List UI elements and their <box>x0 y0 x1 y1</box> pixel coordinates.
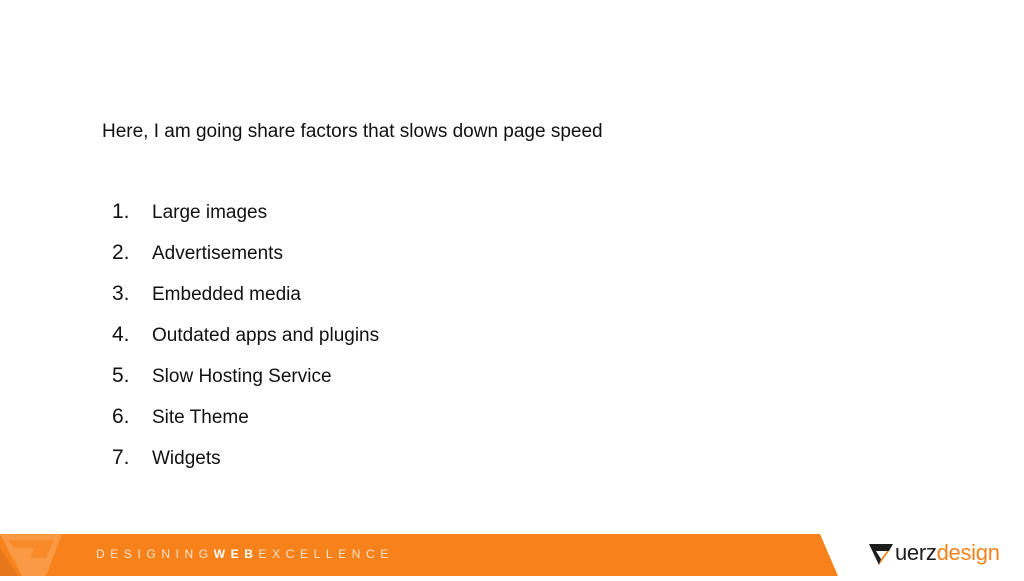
list-text: Outdated apps and plugins <box>152 325 380 346</box>
list-item <box>112 282 379 323</box>
list-number: 4. <box>112 323 130 346</box>
list-item <box>112 364 379 405</box>
list-number: 2. <box>112 241 130 264</box>
list-text: Advertisements <box>152 243 283 264</box>
list-number: 5. <box>112 364 130 387</box>
logo-text <box>895 540 1000 566</box>
intro-text: Here, I am going share factors that slows down page speed <box>102 121 603 142</box>
list-number: 1. <box>112 200 130 223</box>
logo <box>820 534 1024 576</box>
list-number: 6. <box>112 405 130 428</box>
footer-banner <box>0 534 1024 576</box>
v-chevron-mark-icon <box>0 534 70 581</box>
list-item <box>112 405 379 446</box>
tagline-part2: WEB <box>213 547 259 561</box>
list-text: Embedded media <box>152 284 301 305</box>
list-item <box>112 446 379 487</box>
list-text: Slow Hosting Service <box>152 366 332 387</box>
list-item <box>112 323 379 364</box>
list-text: Large images <box>152 202 268 223</box>
list-item <box>112 241 379 282</box>
tagline <box>96 547 394 561</box>
list-text: Site Theme <box>152 407 249 428</box>
list-number: 7. <box>112 446 130 469</box>
list-number: 3. <box>112 282 130 305</box>
tagline-part3: EXCELLENCE <box>258 547 394 561</box>
list-text: Widgets <box>152 448 221 469</box>
logo-text-dark: uerz <box>895 540 937 565</box>
logo-text-accent: design <box>936 540 1000 565</box>
list-item <box>112 200 379 241</box>
tagline-part1: DESIGNING <box>96 547 214 561</box>
factors-list <box>112 200 379 487</box>
v-logo-icon <box>868 542 894 573</box>
